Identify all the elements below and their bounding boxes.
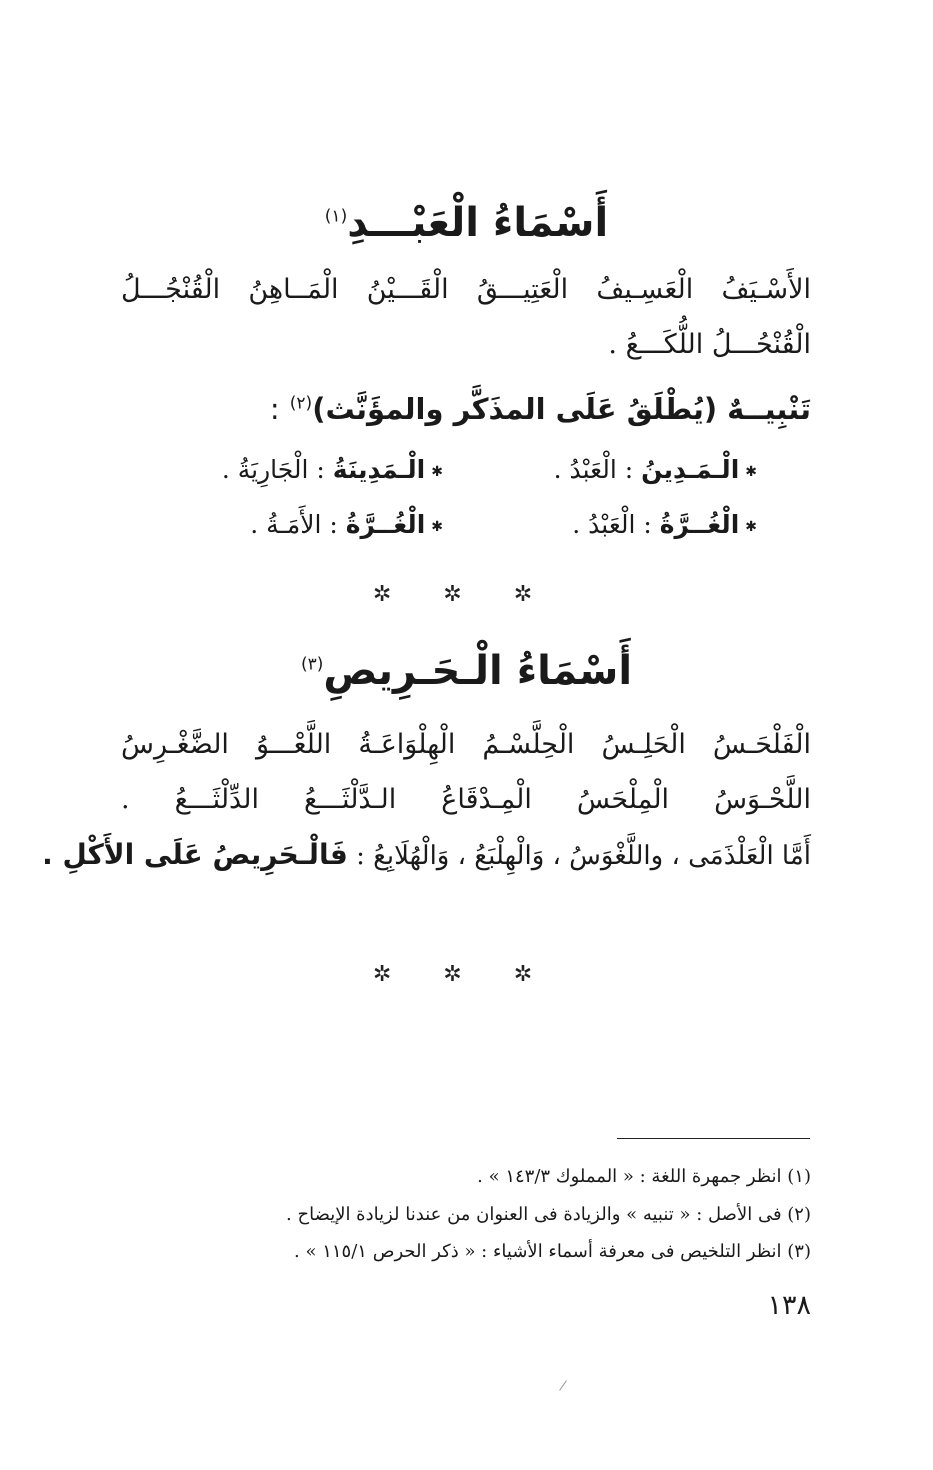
- definition-term: الْغُــرَّةُ: [659, 510, 740, 539]
- word-entry: الْقُنْجُـــلُ: [121, 274, 221, 305]
- notice-heading: [270, 392, 811, 426]
- word-entry: الْهِلْوَاعَـةُ: [358, 729, 456, 760]
- definition-item: [222, 455, 443, 484]
- asterism-icon: ✲: [513, 582, 561, 607]
- section-title-greedy-names: [0, 648, 933, 694]
- footnote-ref-3: (٣): [300, 654, 324, 675]
- definition-item: [250, 510, 443, 539]
- word-list-line-2: الْقُنْحُـــلُ اللُّكَـــعُ .: [608, 329, 811, 360]
- word-entry: الْعَسِـيفُ: [596, 274, 694, 305]
- bullet-icon: ✱: [431, 463, 443, 480]
- asterism-icon: ✲: [443, 582, 490, 607]
- definition-term: الْغُــرَّةُ: [345, 510, 426, 539]
- word-entry: الْفَلْحَـسُ: [712, 729, 811, 760]
- section-title-text: أَسْمَاءُ الْعَبْـــدِ: [347, 200, 609, 246]
- asterism-icon: ✲: [372, 582, 420, 607]
- footnote-ref-2: (٢): [289, 393, 313, 414]
- definition-term: الْـمَـدِينُ: [641, 455, 740, 484]
- usage-note-text: أَمَّا الْعَلْذَمَى ، واللَّغْوَسُ ، وَالْهِلْبَعُ ، وَالْهُلَابِعُ :: [356, 841, 811, 871]
- word-list-line-1: [121, 725, 811, 765]
- word-entry: الدِّلْثَـــعُ .: [121, 784, 259, 815]
- word-entry: الْحَلِـسُ: [601, 729, 686, 760]
- asterism-icon: ✲: [372, 962, 420, 987]
- notice-text: تَنْبِيــهٌ (يُطْلَقُ عَلَى المذَكَّر والمؤَنَّث): [312, 392, 811, 426]
- definition-meaning: : الْجَارِيَةُ .: [221, 455, 325, 484]
- asterism-icon: ✲: [513, 962, 561, 987]
- word-entry: الْمَــاهِنُ: [248, 274, 339, 305]
- word-entry: الأَسْـيَفُ: [721, 274, 812, 305]
- word-list-line-1: [121, 270, 811, 310]
- footnote-1: (١) انظر جمهرة اللغة : « المملوك ١٤٣/٣ » .: [477, 1166, 811, 1187]
- usage-note: [42, 838, 811, 871]
- footnote-3: (٣) انظر التلخيص فى معرفة أسماء الأشياء : « ذكر الحرص ١١٥/١ » .: [294, 1241, 811, 1262]
- scan-mark: [559, 1380, 567, 1390]
- definition-item: [554, 455, 757, 484]
- word-entry: اللَّعْـــوُ: [255, 729, 332, 760]
- definition-item: [572, 510, 757, 539]
- footnote-rule: [617, 1138, 810, 1139]
- word-entry: الْمِـدْقَاعُ: [441, 784, 532, 815]
- bullet-icon: ✱: [745, 518, 757, 535]
- word-entry: الْحِلَّسْـمُ: [482, 729, 575, 760]
- word-entry: الْمِلْحَسُ: [576, 784, 670, 815]
- bullet-icon: ✱: [745, 463, 757, 480]
- section-title-text: أَسْمَاءُ الْـحَـرِيصِ: [323, 648, 633, 694]
- section-title-slave-names: [0, 200, 933, 246]
- word-list-line-2: [121, 780, 811, 820]
- word-entry: الـدَّلْثَـــعُ: [303, 784, 397, 815]
- footnote-ref-1: (١): [324, 206, 348, 227]
- definition-meaning: : الأَمَـةُ .: [250, 510, 338, 539]
- section-separator: [0, 582, 933, 607]
- bullet-icon: ✱: [431, 518, 443, 535]
- word-entry: الْعَتِيـــقُ: [476, 274, 569, 305]
- footnote-2: (٢) فى الأصل : « تنبيه » والزيادة فى العنوان من عندنا لزيادة الإيضاح .: [286, 1204, 811, 1225]
- notice-colon: :: [269, 392, 280, 426]
- word-entry: الْقَـــيْنُ: [366, 274, 449, 305]
- page-number: ١٣٨: [767, 1290, 811, 1321]
- word-entry: اللَّحْـوَسُ: [714, 784, 811, 815]
- word-entry: الضَّغْـرِسُ: [121, 729, 229, 760]
- definition-meaning: : الْعَبْدُ .: [553, 455, 634, 484]
- definition-term: الْـمَدِينَةُ: [332, 455, 426, 484]
- usage-note-bold: فَالْـحَرِيصُ عَلَى الأَكْلِ .: [42, 838, 348, 871]
- section-separator: [0, 962, 933, 987]
- asterism-icon: ✲: [443, 962, 490, 987]
- definition-meaning: : الْعَبْدُ .: [572, 510, 652, 539]
